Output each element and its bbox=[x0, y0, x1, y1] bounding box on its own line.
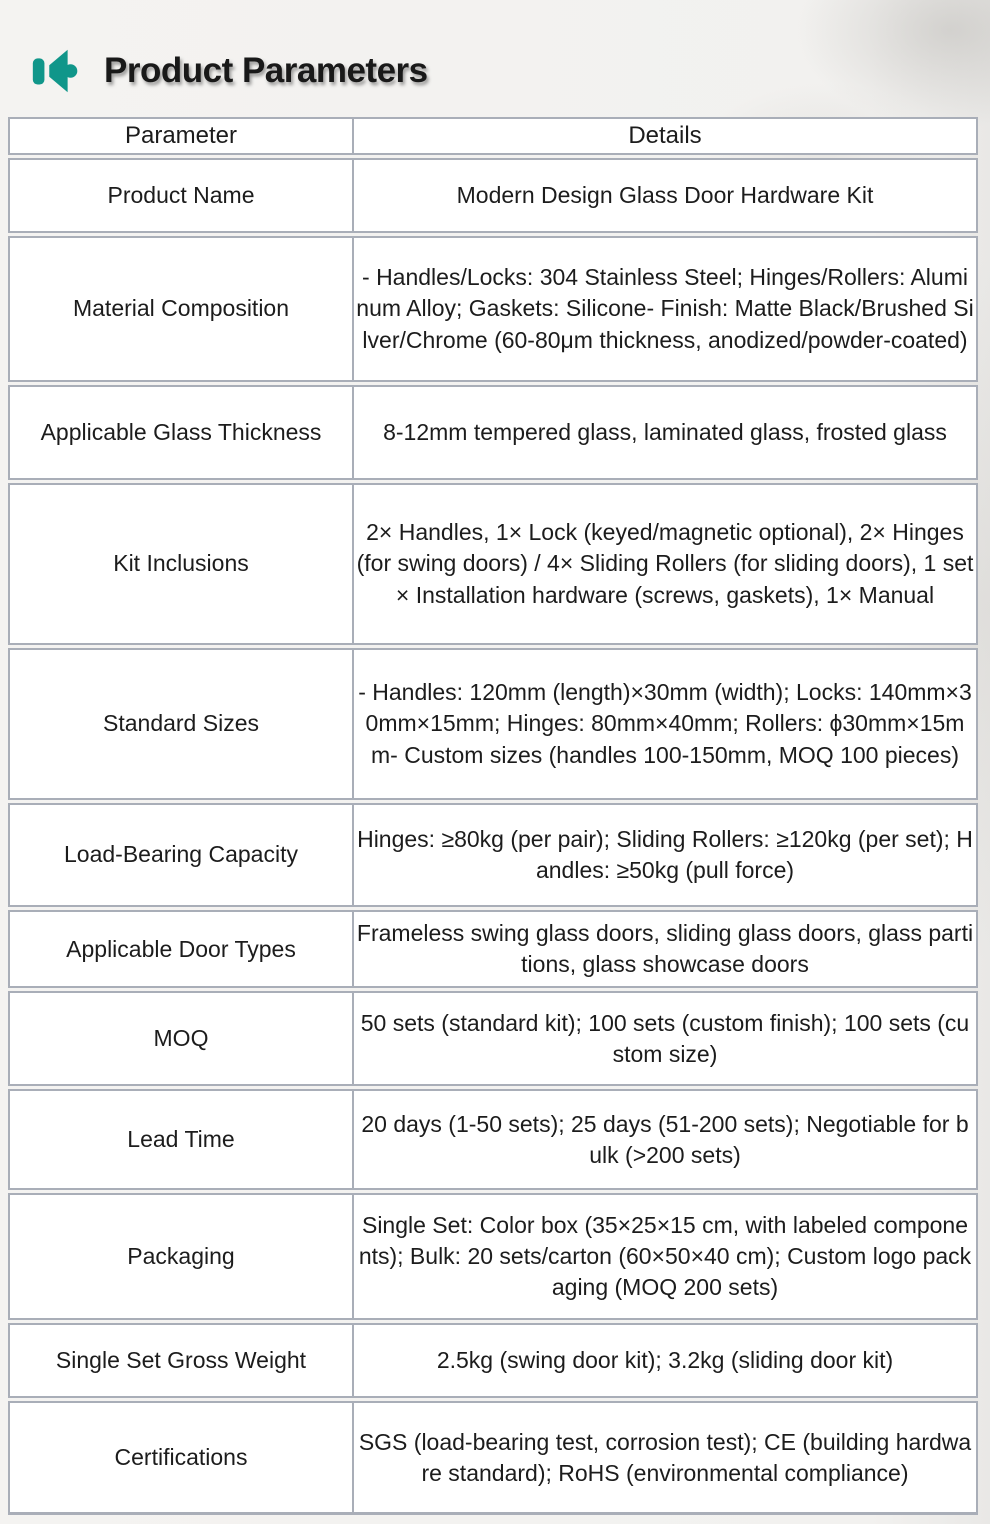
column-header-parameter: Parameter bbox=[8, 117, 354, 155]
speaker-icon bbox=[28, 42, 86, 100]
parameters-table-body bbox=[8, 158, 978, 1515]
param-cell: Lead Time bbox=[8, 1089, 354, 1190]
details-cell: - Handles: 120mm (length)×30mm (width); Locks: 140mm×30mm×15mm; Hinges: 80mm×40mm; Rollers: ϕ30mm×15mm- Custom sizes (handles 100-150mm, MOQ 100 pieces) bbox=[352, 648, 978, 800]
table-row bbox=[8, 910, 978, 988]
table-row bbox=[8, 236, 978, 382]
table-row bbox=[8, 1089, 978, 1190]
table-header-row bbox=[8, 117, 978, 155]
param-cell: Packaging bbox=[8, 1193, 354, 1320]
details-cell: 20 days (1-50 sets); 25 days (51-200 sets); Negotiable for bulk (>200 sets) bbox=[352, 1089, 978, 1190]
details-cell: Modern Design Glass Door Hardware Kit bbox=[352, 158, 978, 233]
details-cell: Frameless swing glass doors, sliding glass doors, glass partitions, glass showcase doors bbox=[352, 910, 978, 988]
product-parameters-table bbox=[8, 117, 978, 1518]
table-row bbox=[8, 648, 978, 800]
table-row bbox=[8, 803, 978, 907]
details-cell: 50 sets (standard kit); 100 sets (custom finish); 100 sets (custom size) bbox=[352, 991, 978, 1086]
section-header bbox=[28, 42, 428, 100]
table-row bbox=[8, 385, 978, 480]
details-cell: SGS (load-bearing test, corrosion test); CE (building hardware standard); RoHS (environmental compliance) bbox=[352, 1401, 978, 1515]
table-row bbox=[8, 483, 978, 645]
param-cell: Load-Bearing Capacity bbox=[8, 803, 354, 907]
details-cell: Hinges: ≥80kg (per pair); Sliding Rollers: ≥120kg (per set); Handles: ≥50kg (pull force) bbox=[352, 803, 978, 907]
param-cell: Applicable Glass Thickness bbox=[8, 385, 354, 480]
page-title: Product Parameters bbox=[104, 51, 428, 90]
param-cell: Certifications bbox=[8, 1401, 354, 1515]
param-cell: Material Composition bbox=[8, 236, 354, 382]
table-row bbox=[8, 991, 978, 1086]
details-cell: - Handles/Locks: 304 Stainless Steel; Hinges/Rollers: Aluminum Alloy; Gaskets: Silicone- Finish: Matte Black/Brushed Silver/Chrome (60-80μm thickness, anodized/powder-coated) bbox=[352, 236, 978, 382]
param-cell: Product Name bbox=[8, 158, 354, 233]
table-row bbox=[8, 1401, 978, 1515]
param-cell: Kit Inclusions bbox=[8, 483, 354, 645]
param-cell: Single Set Gross Weight bbox=[8, 1323, 354, 1398]
table-row bbox=[8, 158, 978, 233]
column-header-details: Details bbox=[352, 117, 978, 155]
param-cell: Applicable Door Types bbox=[8, 910, 354, 988]
details-cell: 2× Handles, 1× Lock (keyed/magnetic optional), 2× Hinges (for swing doors) / 4× Sliding Rollers (for sliding doors), 1 set× Installation hardware (screws, gaskets), 1× Manual bbox=[352, 483, 978, 645]
details-cell: 2.5kg (swing door kit); 3.2kg (sliding door kit) bbox=[352, 1323, 978, 1398]
table-row bbox=[8, 1193, 978, 1320]
param-cell: MOQ bbox=[8, 991, 354, 1086]
details-cell: Single Set: Color box (35×25×15 cm, with labeled components); Bulk: 20 sets/carton (60×50×40 cm); Custom logo packaging (MOQ 200 sets) bbox=[352, 1193, 978, 1320]
details-cell: 8-12mm tempered glass, laminated glass, frosted glass bbox=[352, 385, 978, 480]
table-row bbox=[8, 1323, 978, 1398]
param-cell: Standard Sizes bbox=[8, 648, 354, 800]
